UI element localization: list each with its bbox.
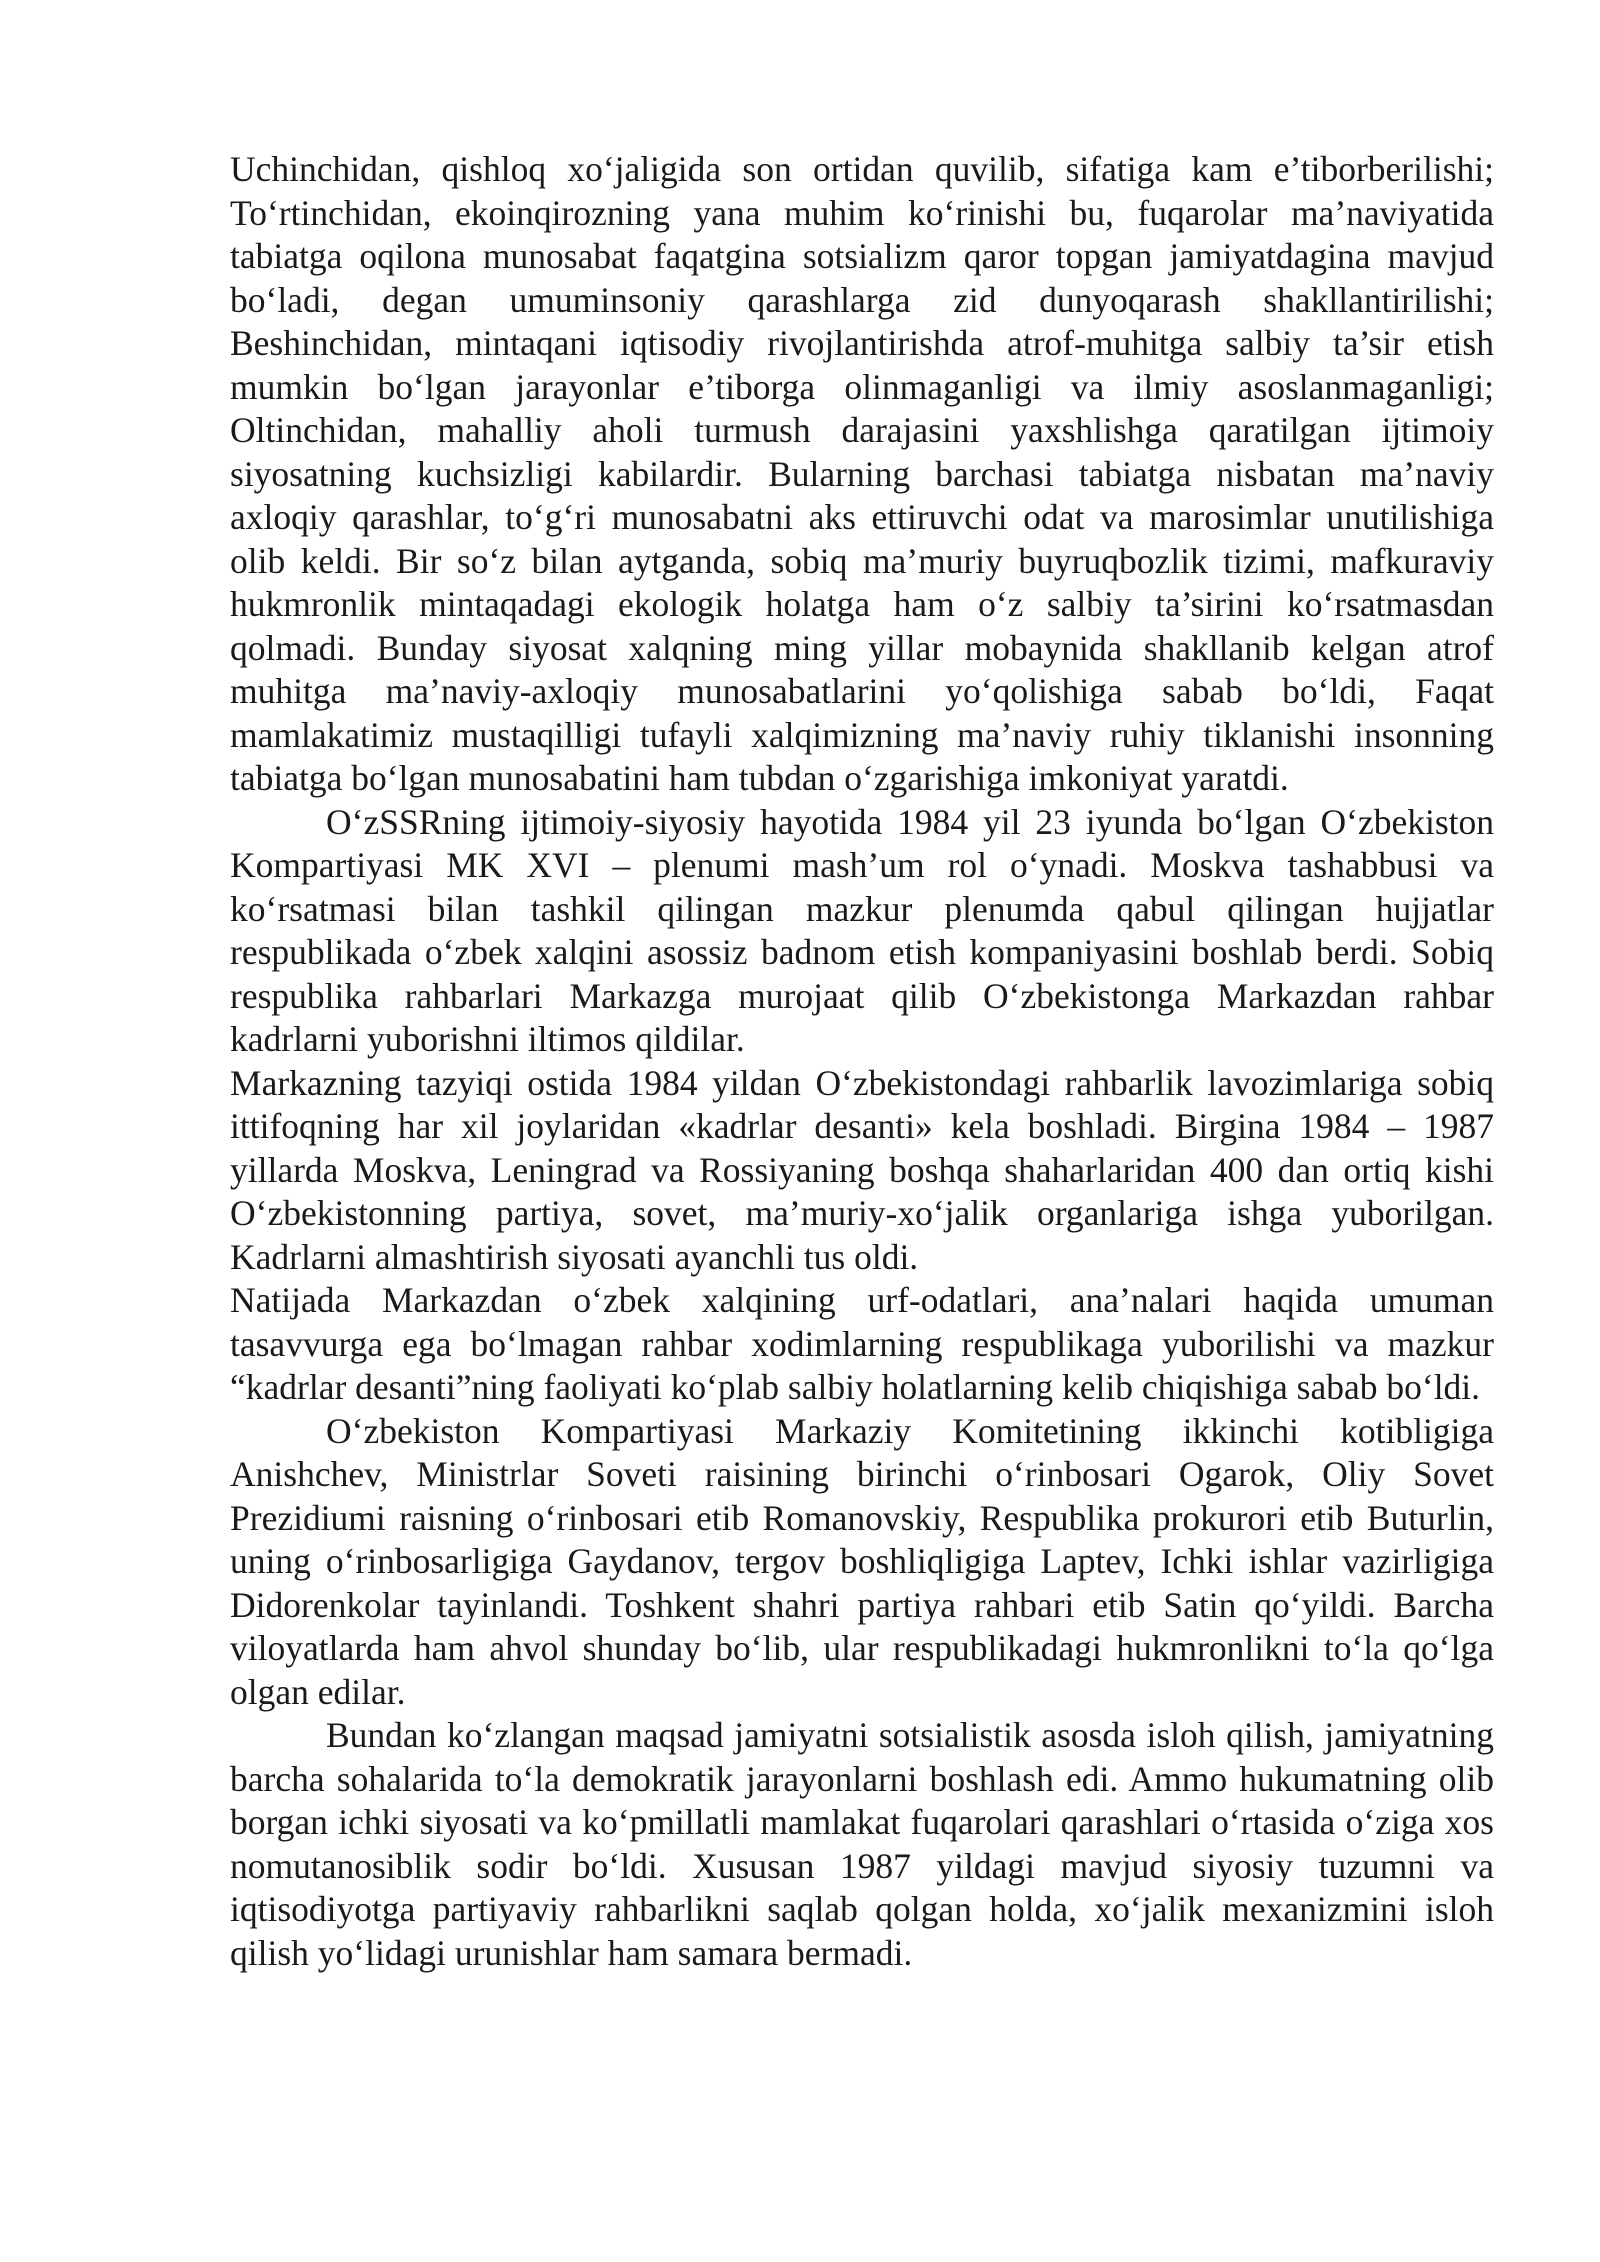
paragraph-6: Bundan ko‘zlangan maqsad jamiyatni sotsialistik asosda isloh qilish, jamiyatning barcha sohalarida to‘la demokratik jarayonlarni boshlash edi. Ammo hukumatning olib borgan ichki siyosati va ko‘pmillatli mamlakat fuqarolari qarashlari o‘rtasida o‘ziga xos nomutanosiblik sodir bo‘ldi. Xususan 1987 yildagi mavjud siyosiy tuzumni va iqtisodiyotga partiyaviy rahbarlikni saqlab qolgan holda, xo‘jalik mexanizmini isloh qilish yo‘lidagi urunishlar ham samara bermadi. (230, 1715, 1494, 1973)
paragraph-1: Uchinchidan, qishloq xo‘jaligida son ortidan quvilib, sifatiga kam e’tiborberilishi; To‘rtinchidan, ekoinqirozning yana muhim ko‘rinishi bu, fuqarolar ma’naviyatida tabiatga oqilona munosabat faqatgina sotsializm qaror topgan jamiyatdagina mavjud bo‘ladi, degan umuminsoniy qarashlarga zid dunyoqarash shakllantirilishi; Beshinchidan, mintaqani iqtisodiy rivojlantirishda atrof-muhitga salbiy ta’sir etish mumkin bo‘lgan jarayonlar e’tiborga olinmaganligi va ilmiy asoslanmaganligi; Oltinchidan, mahalliy aholi turmush darajasini yaxshlishga qaratilgan ijtimoiy siyosatning kuchsizligi kabilardir. Bularning barchasi tabiatga nisbatan ma’naviy axloqiy qarashlar, to‘g‘ri munosabatni aks ettiruvchi odat va marosimlar unutilishiga olib keldi. Bir so‘z bilan aytganda, sobiq ma’muriy buyruqbozlik tizimi, mafkuraviy hukmronlik mintaqadagi ekologik holatga ham o‘z salbiy ta’sirini ko‘rsatmasdan qolmadi. Bunday siyosat xalqning ming yillar mobaynida shakllanib kelgan atrof muhitga ma’naviy-axloqiy munosabatlarini yo‘qolishiga sabab bo‘ldi, Faqat mamlakatimiz mustaqilligi tufayli xalqimizning ma’naviy ruhiy tiklanishi insonning tabiatga bo‘lgan munosabatini ham tubdan o‘zgarishiga imkoniyat yaratdi. (230, 149, 1494, 798)
paragraph-2: O‘zSSRning ijtimoiy-siyosiy hayotida 1984 yil 23 iyunda bo‘lgan O‘zbekiston Kompartiyasi MK XVI – plenumi mash’um rol o‘ynadi. Moskva tashabbusi va ko‘rsatmasi bilan tashkil qilingan mazkur plenumda qabul qilingan hujjatlar respublikada o‘zbek xalqini asossiz badnom etish kompaniyasini boshlab berdi. Sobiq respublika rahbarlari Markazga murojaat qilib O‘zbekistonga Markazdan rahbar kadrlarni yuborishni iltimos qildilar. (230, 801, 1494, 1059)
paragraph-3: Markazning tazyiqi ostida 1984 yildan O‘zbekistondagi rahbarlik lavozimlariga sobiq ittifoqning har xil joylaridan «kadrlar desanti» kela boshladi. Birgina 1984 – 1987 yillarda Moskva, Leningrad va Rossiyaning boshqa shaharlaridan 400 dan ortiq kishi O‘zbekistonning partiya, sovet, ma’muriy-xo‘jalik organlariga ishga yuborilgan. Kadrlarni almashtirish siyosati ayanchli tus oldi. (230, 1062, 1494, 1277)
paragraph-5: O‘zbekiston Kompartiyasi Markaziy Komitetining ikkinchi kotibligiga Anishchev, Ministrlar Soveti raisining birinchi o‘rinbosari Ogarok, Oliy Sovet Prezidiumi raisning o‘rinbosari etib Romanovskiy, Respublika prokurori etib Buturlin, uning o‘rinbosarligiga Gaydanov, tergov boshliqligiga Laptev, Ichki ishlar vazirligiga Didorenkolar tayinlandi. Toshkent shahri partiya rahbari etib Satin qo‘yildi. Barcha viloyatlarda ham ahvol shunday bo‘lib, ular respublikadagi hukmronlikni to‘la qo‘lga olgan edilar. (230, 1410, 1494, 1712)
paragraph-4: Natijada Markazdan o‘zbek xalqining urf-odatlari, ana’nalari haqida umuman tasavvurga ega bo‘lmagan rahbar xodimlarning respublikaga yuborilishi va mazkur “kadrlar desanti”ning faoliyati ko‘plab salbiy holatlarning kelib chiqishiga sabab bo‘ldi. (230, 1280, 1494, 1407)
document-page (230, 148, 1494, 1975)
